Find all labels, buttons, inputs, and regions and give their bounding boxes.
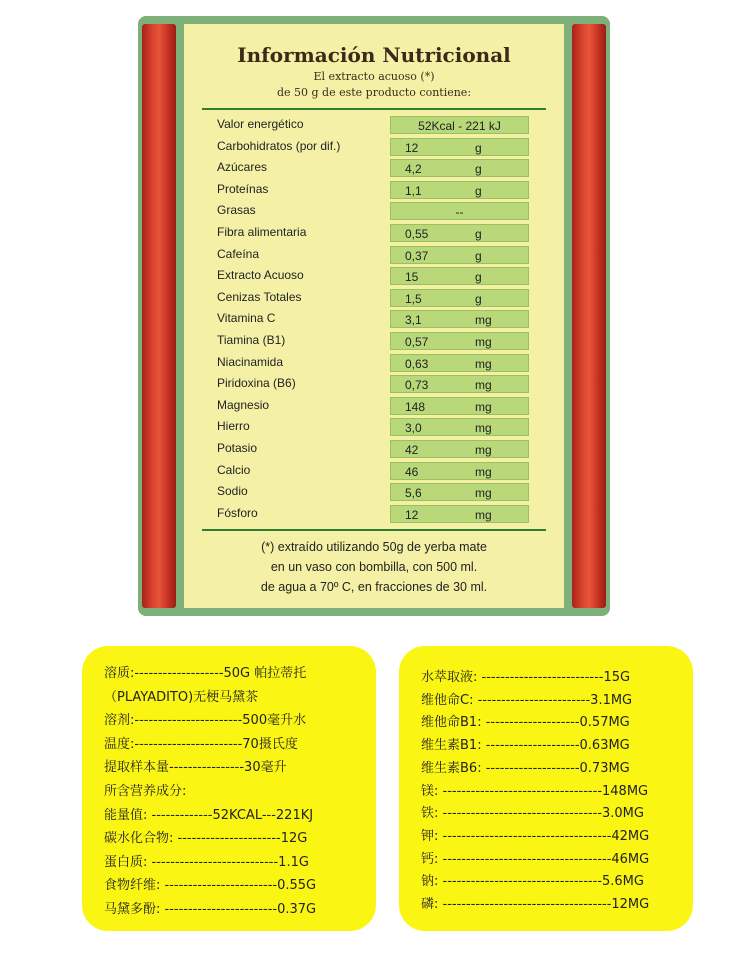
info-line: 维生素B6: --------------------0.73MG <box>421 760 630 776</box>
nutrient-name: Hierro <box>217 419 250 434</box>
nutrient-name: Carbohidratos (por dif.) <box>217 138 341 153</box>
nutrient-value: 12 <box>405 507 419 522</box>
nutrient-name: Extracto Acuoso <box>217 268 304 283</box>
nutrient-unit: mg <box>475 507 492 522</box>
nutrition-table <box>217 114 531 524</box>
info-line: 能量值: -------------52KCAL---221KJ <box>104 807 314 823</box>
nutrient-value: 1,5 <box>405 291 422 306</box>
nutrient-value: 148 <box>405 399 426 414</box>
nutrition-row <box>217 244 531 266</box>
nutrient-value: 46 <box>405 464 419 479</box>
nutrient-value-cell <box>390 354 529 372</box>
nutrition-row <box>217 114 531 136</box>
nutrient-value-cell <box>390 181 529 199</box>
nutrient-name: Cenizas Totales <box>217 289 302 304</box>
nutrition-row <box>217 287 531 309</box>
nutrient-name: Valor energético <box>217 117 304 131</box>
nutrient-value-cell <box>390 332 529 350</box>
nutrition-row <box>217 352 531 374</box>
footnote-line-3: de agua a 70º C, en fracciones de 30 ml. <box>260 580 488 594</box>
label-title: Información Nutricional <box>237 43 511 67</box>
nutrition-row <box>217 136 531 158</box>
nutrition-row <box>217 222 531 244</box>
chinese-info-box-left <box>82 646 376 931</box>
chinese-info-box-right <box>399 646 693 931</box>
info-line: 钾: ------------------------------------42MG <box>421 828 650 844</box>
nutrient-value: 5,6 <box>405 486 422 501</box>
nutrient-value-cell <box>390 224 529 242</box>
nutrient-value-cell <box>390 267 529 285</box>
nutrient-name: Tiamina (B1) <box>217 332 286 347</box>
nutrient-unit: mg <box>475 464 492 479</box>
nutrient-name: Calcio <box>217 462 251 477</box>
nutrition-row <box>217 157 531 179</box>
nutrient-value: 12 <box>405 140 419 155</box>
info-line: 溶剂:-----------------------500毫升水 <box>104 713 307 729</box>
nutrition-row <box>217 438 531 460</box>
label-subtitle-1: El extracto acuoso (*) <box>313 70 435 83</box>
info-line: 马黛多酚: ------------------------0.37G <box>104 902 317 917</box>
nutrient-value: 0,63 <box>405 356 429 371</box>
nutrient-value: 52Kcal - 221 kJ <box>418 119 501 133</box>
info-line: 水萃取液: --------------------------15G <box>421 670 631 685</box>
nutrient-name: Sodio <box>217 484 248 499</box>
nutrient-unit: mg <box>475 486 492 501</box>
nutrient-value: 0,57 <box>405 334 429 349</box>
nutrient-value-cell <box>390 418 529 436</box>
nutrient-unit: mg <box>475 378 492 393</box>
nutrition-row <box>217 460 531 482</box>
info-line: 铁: ----------------------------------3.0MG <box>421 806 644 822</box>
nutrient-value: 3,1 <box>405 313 422 328</box>
nutrient-name: Azúcares <box>217 160 268 175</box>
info-line: 所含营养成分: <box>104 784 187 799</box>
nutrient-value: 3,0 <box>405 421 422 436</box>
right-red-frame <box>572 24 606 608</box>
nutrient-unit: mg <box>475 399 492 414</box>
nutrient-name: Fibra alimentaria <box>217 224 307 239</box>
label-subtitle-2: de 50 g de este producto contiene: <box>276 86 472 99</box>
nutrient-value-cell <box>390 159 529 177</box>
nutrient-name: Vitamina C <box>217 311 276 326</box>
nutrient-value-cell <box>390 505 529 523</box>
info-line: 维他命B1: --------------------0.57MG <box>421 715 630 731</box>
info-line: 维他命C: ------------------------3.1MG <box>421 692 633 708</box>
info-line: 碳水化合物: ----------------------12G <box>104 831 308 847</box>
nutrient-value-cell <box>390 310 529 328</box>
nutrient-unit: g <box>475 183 482 198</box>
nutrient-value: 0,37 <box>405 248 429 263</box>
nutrient-value-cell <box>390 375 529 393</box>
nutrient-value-cell <box>390 440 529 458</box>
nutrient-value-cell <box>390 462 529 480</box>
nutrient-value-cell <box>390 202 529 220</box>
nutrient-unit: mg <box>475 421 492 436</box>
nutrition-row <box>217 395 531 417</box>
nutrition-row <box>217 308 531 330</box>
nutrient-unit: g <box>475 140 482 155</box>
nutrient-value: 42 <box>405 442 419 457</box>
nutrient-value-cell <box>390 289 529 307</box>
info-line: 溶质:-------------------50G 帕拉蒂托 <box>104 666 307 681</box>
nutrient-value-cell <box>390 397 529 415</box>
info-line: 温度:-----------------------70摄氏度 <box>104 736 298 752</box>
nutrient-unit: mg <box>475 334 492 349</box>
nutrient-name: Piridoxina (B6) <box>217 376 296 391</box>
nutrition-row <box>217 373 531 395</box>
nutrient-unit: mg <box>475 442 492 457</box>
nutrient-name: Grasas <box>217 203 256 218</box>
info-line: 钠: ----------------------------------5.6MG <box>421 874 644 890</box>
nutrient-value: 15 <box>405 270 419 285</box>
info-line: 磷: ------------------------------------12MG <box>421 897 650 912</box>
nutrient-name: Cafeína <box>217 246 260 261</box>
nutrient-value: -- <box>455 205 464 220</box>
info-line: 维生素B1: --------------------0.63MG <box>421 738 630 754</box>
nutrient-name: Fósforo <box>217 505 258 520</box>
info-line: 提取样本量----------------30毫升 <box>104 760 287 776</box>
footnote-line-1: (*) extraído utilizando 50g de yerba mate <box>261 540 487 554</box>
nutrition-row <box>217 265 531 287</box>
nutrient-value-cell <box>390 246 529 264</box>
nutrition-row <box>217 481 531 503</box>
nutrition-row <box>217 416 531 438</box>
nutrient-value: 4,2 <box>405 162 422 177</box>
nutrient-unit: g <box>475 248 482 263</box>
nutrient-name: Niacinamida <box>217 354 284 369</box>
info-line: 钙: ------------------------------------46MG <box>421 851 650 867</box>
nutrient-value: 1,1 <box>405 183 422 198</box>
nutrient-value-cell <box>390 483 529 501</box>
nutrient-unit: g <box>475 270 482 285</box>
nutrition-label <box>184 24 564 608</box>
nutrient-unit: mg <box>475 313 492 328</box>
left-red-frame <box>142 24 176 608</box>
nutrient-name: Proteínas <box>217 181 269 196</box>
nutrition-row <box>217 200 531 222</box>
nutrient-name: Magnesio <box>217 397 270 412</box>
bottom-divider <box>202 529 546 531</box>
info-line: （PLAYADITO)无梗马黛茶 <box>104 689 259 705</box>
nutrient-value-cell <box>390 116 529 134</box>
nutrient-unit: g <box>475 291 482 306</box>
nutrient-value: 0,55 <box>405 226 429 241</box>
info-line: 镁: ----------------------------------148MG <box>421 783 649 799</box>
nutrient-name: Potasio <box>217 440 258 455</box>
nutrition-label-panel <box>138 16 610 616</box>
nutrient-value: 0,73 <box>405 378 429 393</box>
nutrition-row <box>217 330 531 352</box>
nutrition-row <box>217 503 531 525</box>
nutrient-value-cell <box>390 138 529 156</box>
nutrient-unit: mg <box>475 356 492 371</box>
nutrient-unit: g <box>475 226 482 241</box>
top-divider <box>202 108 546 110</box>
footnote-line-2: en un vaso con bombilla, con 500 ml. <box>270 560 478 574</box>
nutrition-row <box>217 179 531 201</box>
info-line: 食物纤维: ------------------------0.55G <box>104 878 317 894</box>
nutrient-unit: g <box>475 162 482 177</box>
info-line: 蛋白质: ---------------------------1.1G <box>104 854 309 870</box>
